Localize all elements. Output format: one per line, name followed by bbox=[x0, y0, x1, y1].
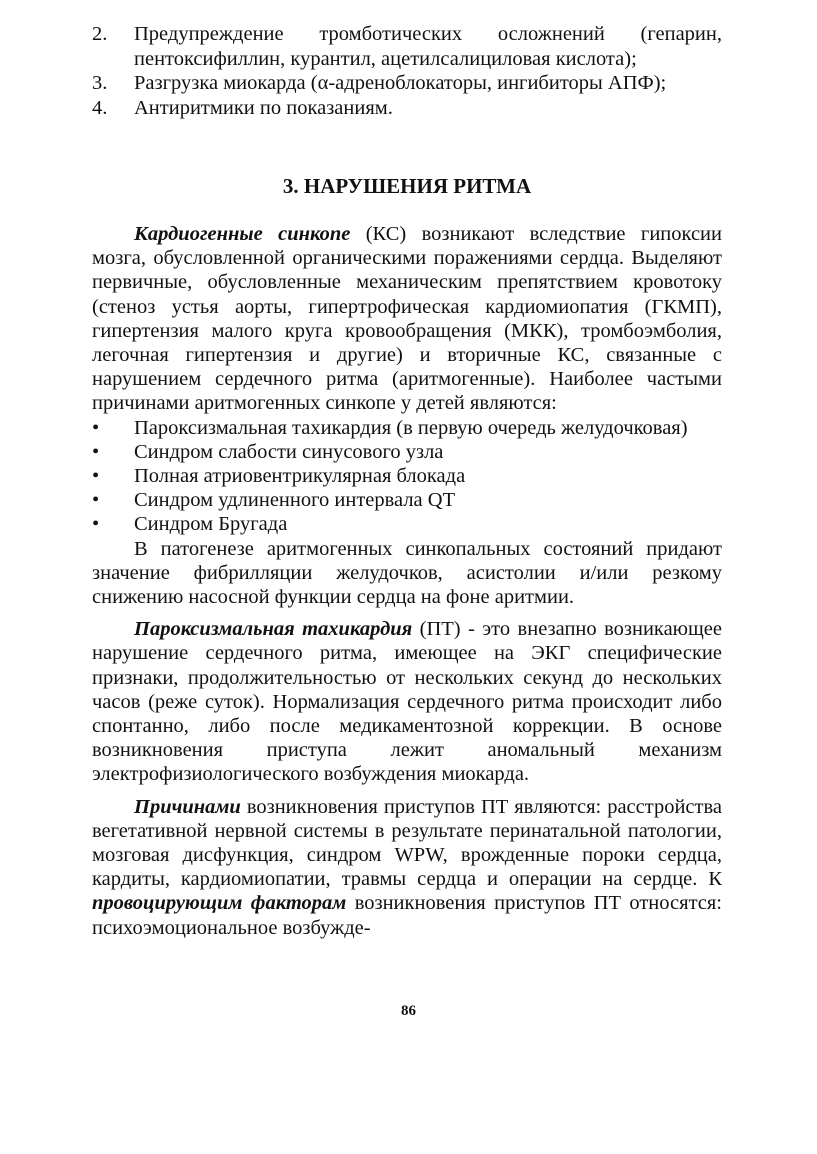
bullet-item bbox=[92, 488, 722, 512]
term-causes: Причинами bbox=[134, 795, 241, 818]
bullet-item bbox=[92, 512, 722, 536]
bullet-item bbox=[92, 416, 722, 440]
list-item-number: 4. bbox=[92, 96, 108, 119]
term-paroxysmal-tachycardia: Пароксизмальная тахикардия bbox=[134, 618, 413, 641]
term-cardiogenic-syncope: Кардиогенные синкопе bbox=[134, 223, 351, 245]
bullet-icon: • bbox=[92, 440, 100, 463]
list-item-text: Разгрузка миокарда (α-адреноблокаторы, ингибиторы АПФ); bbox=[134, 72, 667, 94]
paragraph-text: (ПТ) - это внезапно возникающее нарушение сердечного ритма, имеющее на ЭКГ специфические признаки, продолжительностью от нескольких секунд до нескольких часов (реже суток). Нормализация сердечного ритма происходит либо спонтанно, либо после медикаментозной коррекции. В основе возникновения приступа лежит аномальный механизм электрофизиологического возбуждения миокарда. bbox=[92, 618, 722, 786]
bullet-text: Пароксизмальная тахикардия (в первую очередь желудочковая) bbox=[134, 416, 688, 439]
paragraph-pathogenesis: В патогенезе аритмогенных синкопальных состояний придают значение фибрилляции желудочков, асистолии и/или резкому снижению насосной функции сердца на фоне аритмии. bbox=[92, 537, 722, 609]
bullet-icon: • bbox=[92, 489, 100, 512]
list-item-number: 3. bbox=[92, 72, 108, 94]
paragraph-cardiogenic-syncope bbox=[92, 222, 722, 416]
bullet-item bbox=[92, 464, 722, 488]
paragraph-causes bbox=[92, 795, 722, 940]
bullet-text: Полная атриовентрикулярная блокада bbox=[134, 465, 466, 488]
bullet-icon: • bbox=[92, 416, 100, 439]
list-item bbox=[92, 22, 722, 71]
list-item bbox=[92, 96, 722, 121]
bullet-text: Синдром слабости синусового узла bbox=[134, 440, 444, 463]
list-item bbox=[92, 71, 722, 96]
bullet-item bbox=[92, 440, 722, 464]
numbered-list bbox=[92, 22, 722, 120]
page-number: 86 bbox=[401, 1003, 416, 1019]
term-provoking-factors: провоцирующим факторам bbox=[92, 892, 347, 915]
bullet-text: Синдром удлиненного интервала QT bbox=[134, 489, 456, 512]
body-text bbox=[92, 222, 722, 940]
bullet-icon: • bbox=[92, 513, 100, 536]
paragraph-text: возникновения приступов ПТ являются: расстройства вегетативной нервной системы в результате перинатальной патологии, мозговая дисфункция, синдром WPW, врожденные пороки сердца, кардиты, кардиомиопатии, травмы сердца и операции на сердце. К bbox=[92, 795, 722, 891]
list-item-text: Предупреждение тромботических осложнений (гепарин, пентоксифиллин, курантил, ацетилсалициловая кислота); bbox=[134, 23, 722, 70]
paragraph-text: (КС) возникают вследствие гипоксии мозга, обусловленной органическими поражениями сердца. Выделяют первичные, обусловленные механическим препятствием кровотоку (стеноз устья аорты, гипертрофическая кардиомиопатия (ГКМП), гипертензия малого круга кровообращения (МКК), тромбоэмболия, легочная гипертензия и другие) и вторичные КС, связанные с нарушением сердечного ритма (аритмогенные). Наиболее частыми причинами аритмогенных синкопе у детей являются: bbox=[92, 223, 722, 415]
bullet-icon: • bbox=[92, 465, 100, 488]
bullet-text: Синдром Бругада bbox=[134, 513, 288, 536]
paragraph-text: возникновения приступов ПТ относятся: психоэмоциональное возбужде- bbox=[92, 892, 722, 939]
list-item-number: 2. bbox=[92, 23, 108, 45]
paragraph-paroxysmal-tachycardia bbox=[92, 617, 722, 786]
section-heading: 3. НАРУШЕНИЯ РИТМА bbox=[282, 174, 532, 198]
list-item-text: Антиритмики по показаниям. bbox=[134, 96, 393, 119]
bullet-list bbox=[92, 416, 722, 537]
